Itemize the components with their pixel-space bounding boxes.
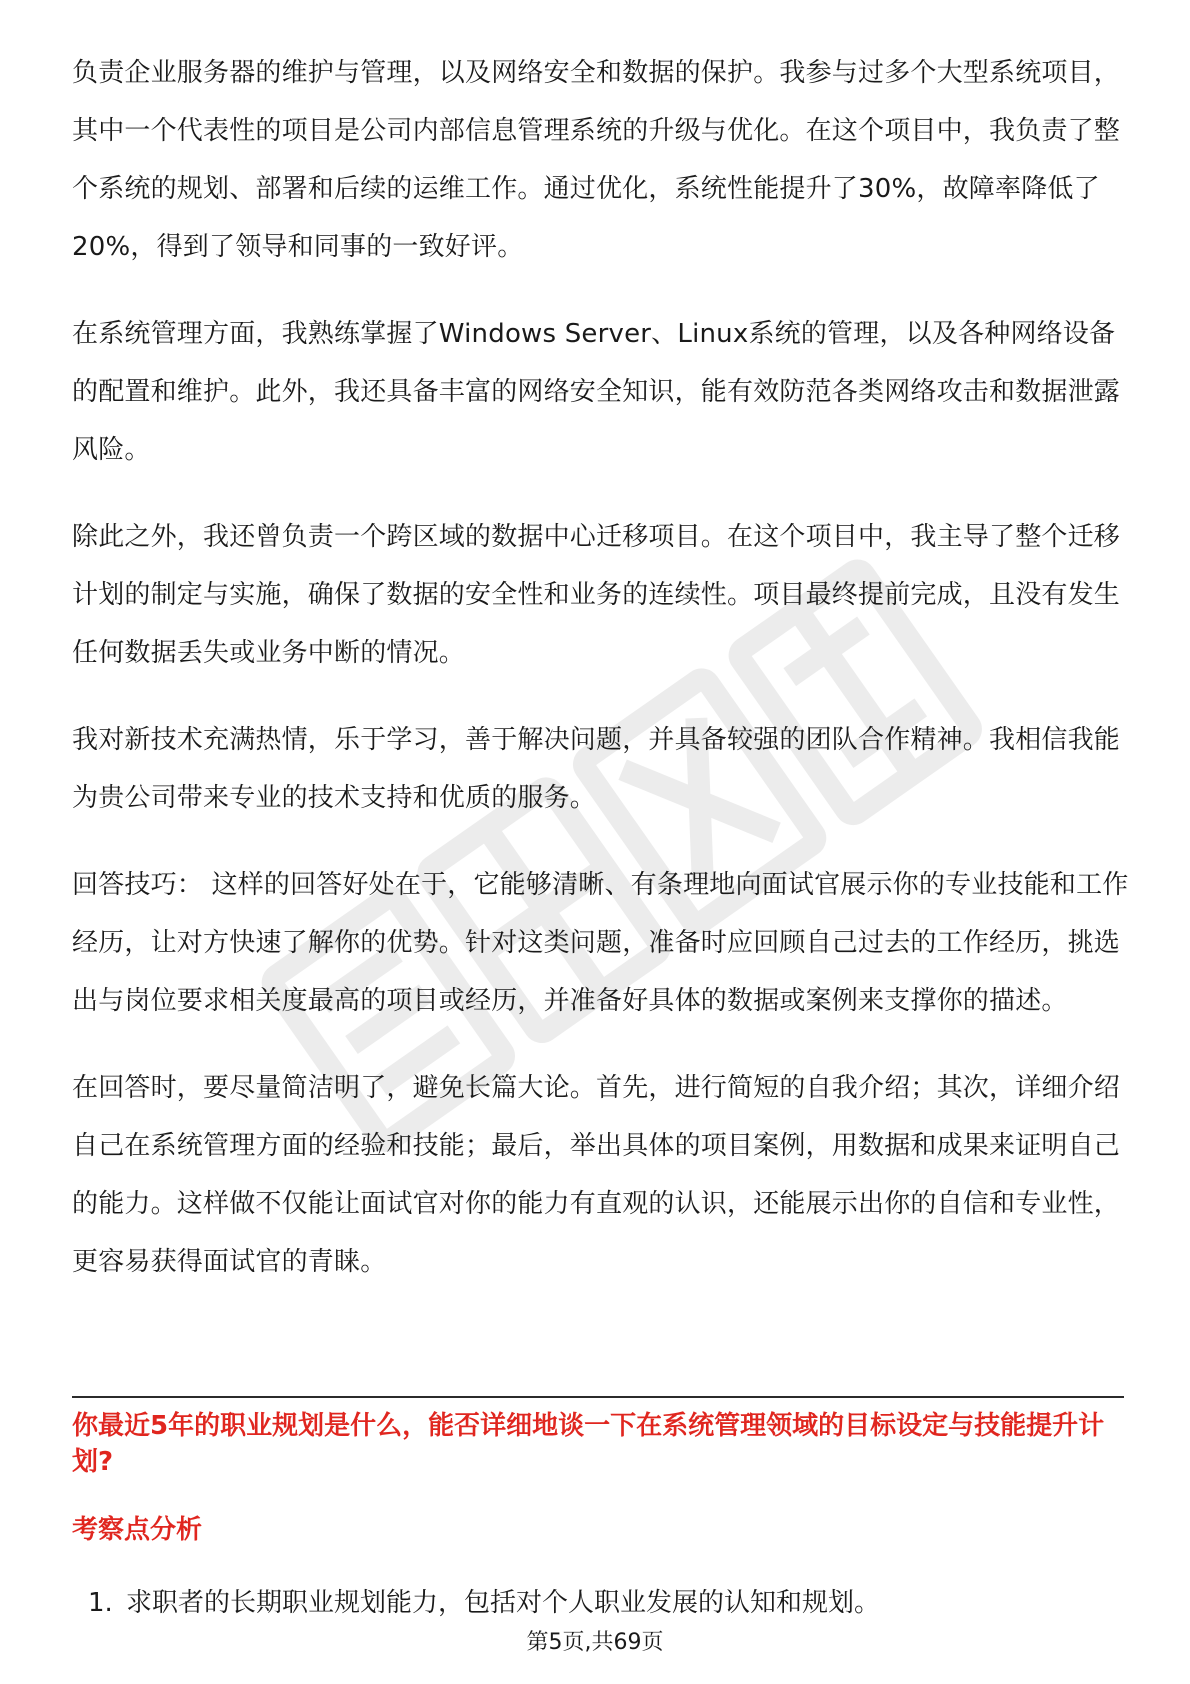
analysis-heading: 考察点分析: [72, 1515, 203, 1545]
page-number: 第5页,共69页: [526, 1630, 664, 1655]
list-item-number: 1.: [88, 1588, 113, 1618]
body-content: [72, 44, 1132, 1320]
interview-question: 你最近5年的职业规划是什么，能否详细地谈一下在系统管理领域的目标设定与技能提升计划?: [72, 1411, 1105, 1477]
list-item: [88, 1578, 1128, 1628]
paragraph: 除此之外，我还曾负责一个跨区域的数据中心迁移项目。在这个项目中，我主导了整个迁移计划的制定与实施，确保了数据的安全性和业务的连续性。项目最终提前完成，且没有发生任何数据丢失或业务中断的情况。: [72, 522, 1121, 668]
paragraph: 负责企业服务器的维护与管理，以及网络安全和数据的保护。我参与过多个大型系统项目，其中一个代表性的项目是公司内部信息管理系统的升级与优化。在这个项目中，我负责了整个系统的规划、部署和后续的运维工作。通过优化，系统性能提升了30%，故障率降低了20%，得到了领导和同事的一致好评。: [72, 58, 1121, 262]
answer-tips-paragraph: 回答技巧： 这样的回答好处在于，它能够清晰、有条理地向面试官展示你的专业技能和工作经历，让对方快速了解你的优势。针对这类问题，准备时应回顾自己过去的工作经历，挑选出与岗位要求相关度最高的项目或经历，并准备好具体的数据或案例来支撑你的描述。: [72, 870, 1129, 1016]
paragraph: 我对新技术充满热情，乐于学习，善于解决问题，并具备较强的团队合作精神。我相信我能为贵公司带来专业的技术支持和优质的服务。: [72, 725, 1121, 813]
paragraph: 在回答时，要尽量简洁明了，避免长篇大论。首先，进行简短的自我介绍；其次，详细介绍自己在系统管理方面的经验和技能；最后，举出具体的项目案例，用数据和成果来证明自己的能力。这样做不仅能让面试官对你的能力有直观的认识，还能展示出你的自信和专业性，更容易获得面试官的青睐。: [72, 1073, 1121, 1277]
paragraph: 在系统管理方面，我熟练掌握了Windows Server、Linux系统的管理，以及各种网络设备的配置和维护。此外，我还具备丰富的网络安全知识，能有效防范各类网络攻击和数据泄露风险。: [72, 319, 1121, 465]
analysis-list: [88, 1578, 1128, 1628]
list-item-text: 求职者的长期职业规划能力，包括对个人职业发展的认知和规划。: [126, 1588, 881, 1618]
section-divider: [72, 1396, 1124, 1398]
